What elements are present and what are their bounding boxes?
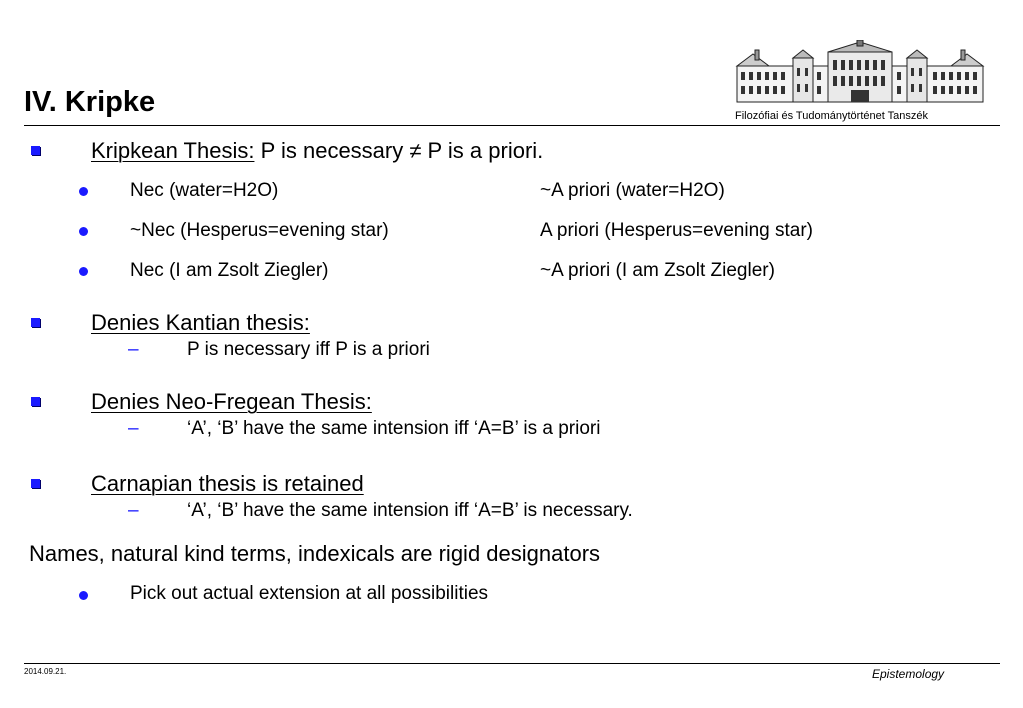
footer-course: Epistemology [872, 667, 945, 681]
row-2-right: A priori (Hesperus=evening star) [540, 220, 813, 241]
round-bullet-icon [79, 227, 88, 236]
footer-date: 2014.09.21. [24, 667, 67, 676]
kripkean-thesis-heading: Kripkean Thesis: [91, 138, 255, 163]
rigid-designators-text: Names, natural kind terms, indexicals are rigid designators [29, 541, 601, 566]
row-1-left: Nec (water=H2O) [130, 180, 279, 201]
square-bullet-icon [31, 318, 40, 327]
row-1-right: ~A priori (water=H2O) [540, 180, 725, 201]
kantian-sub: P is necessary iff P is a priori [187, 339, 430, 360]
carnapian-sub: ‘A’, ‘B’ have the same intension iff ‘A=B’ is necessary. [187, 500, 633, 521]
row-3-right: ~A priori (I am Zsolt Ziegler) [540, 260, 775, 281]
rigid-designators-bullet: Pick out actual extension at all possibilities [130, 583, 489, 604]
square-bullet-icon [31, 479, 40, 488]
square-bullet-icon [31, 397, 40, 406]
round-bullet-icon [79, 187, 88, 196]
row-2-left: ~Nec (Hesperus=evening star) [130, 220, 389, 241]
department-name: Filozófiai és Tudománytörténet Tanszék [735, 110, 929, 122]
round-bullet-icon [79, 267, 88, 276]
dash-bullet: – [128, 339, 139, 360]
header-divider [24, 125, 1000, 126]
neofregean-heading: Denies Neo-Fregean Thesis: [91, 389, 372, 414]
university-building-icon [733, 40, 987, 106]
kripkean-thesis-line [91, 138, 543, 164]
carnapian-heading: Carnapian thesis is retained [91, 471, 364, 496]
slide-title: IV. Kripke [24, 86, 156, 118]
round-bullet-icon [79, 591, 88, 600]
kripkean-thesis-rest: P is necessary ≠ P is a priori. [260, 138, 544, 163]
dash-bullet: – [128, 418, 139, 439]
neofregean-sub: ‘A’, ‘B’ have the same intension iff ‘A=B’ is a priori [187, 418, 601, 439]
square-bullet-icon [31, 146, 40, 155]
footer-divider [24, 663, 1000, 664]
row-3-left: Nec (I am Zsolt Ziegler) [130, 260, 329, 281]
dash-bullet: – [128, 500, 139, 521]
kantian-heading: Denies Kantian thesis: [91, 310, 310, 335]
